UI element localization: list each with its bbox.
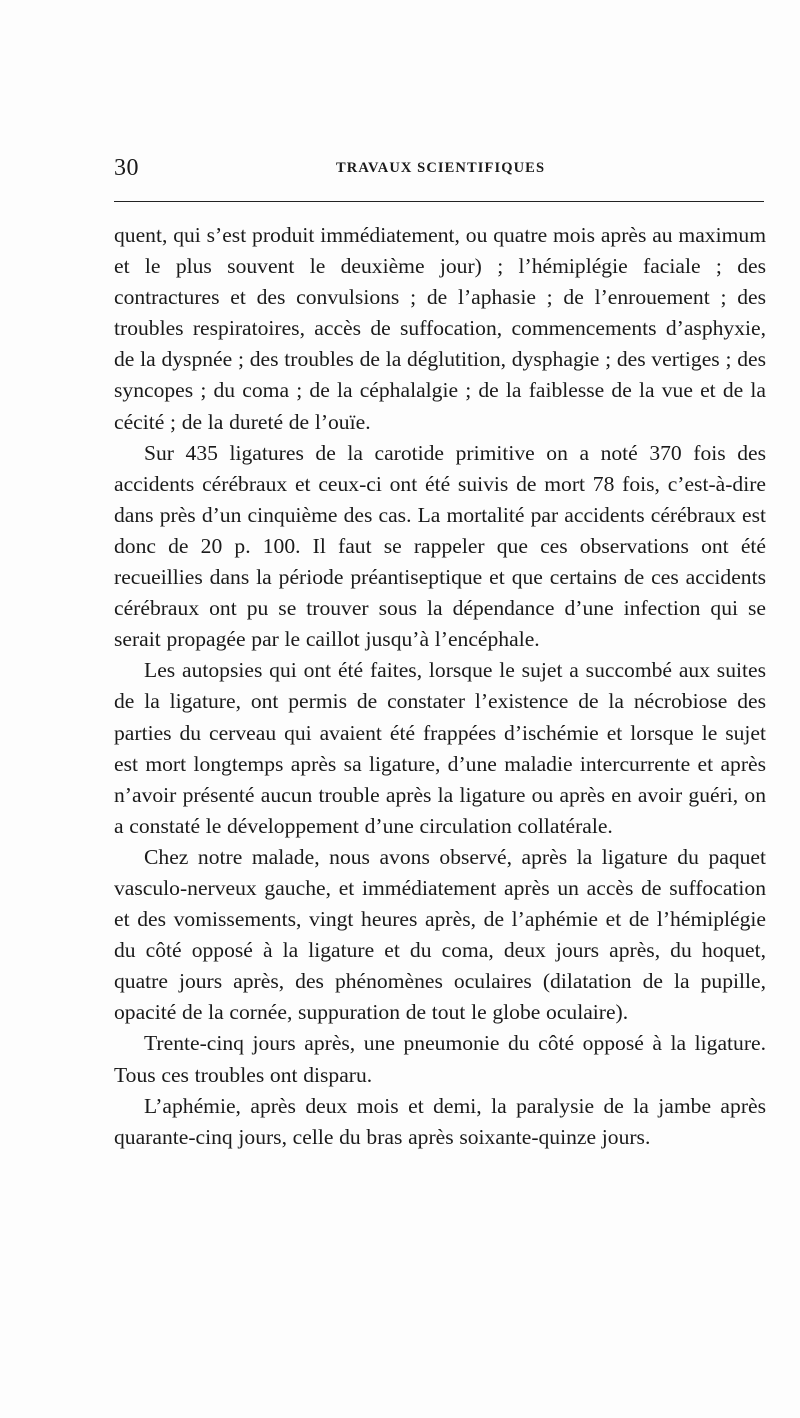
page-number: 30 [114,155,139,181]
running-title: TRAVAUX SCIENTIFIQUES [336,160,546,176]
paragraph-aphemia-recovery: L’aphémie, après deux mois et demi, la paralysie de la jambe après quarante-cinq jours, celle du bras après soixante-quinze jours. [114,1093,766,1149]
paragraph-continued: quent, qui s’est produit immédiatement, ou quatre mois après au maximum et le plus souvent le deuxième jour) ; l’hémiplégie faciale ; des contractures et des convulsions ; de l’aphasie ; de l’enrouement ; des troubles respiratoires, accès de suffocation, commencements d’asphyxie, de la dyspnée ; des troubles de la déglutition, dysphagie ; des vertiges ; des syncopes ; du coma ; de la céphalalgie ; de la faiblesse de la vue et de la cécité ; de la dureté de l’ouïe. [114,223,766,434]
paragraph-ligatures-statistics: Sur 435 ligatures de la carotide primitive on a noté 370 fois des accidents cérébraux et ceux-ci ont été suivis de mort 78 fois, c’est-à-dire dans près d’un cinquième des cas. La mortalité par accidents cérébraux est donc de 20 p. 100. Il faut se rappeler que ces observations ont été recueillies dans la période préantiseptique et que certains de ces accidents cérébraux ont pu se trouver sous la dépendance d’une infection qui se serait propagée par le caillot jusqu’à l’encéphale. [114,440,766,652]
paragraph-patient-observation: Chez notre malade, nous avons observé, après la ligature du paquet vasculo-nerveux gauche, et immédiatement après un accès de suffocation et des vomissements, vingt heures après, de l’aphémie et de l’hémiplégie du côté opposé à la ligature et du coma, deux jours après, du hoquet, quatre jours après, des phénomènes oculaires (dilatation de la pupille, opacité de la cornée, suppuration de tout le globe oculaire). [114,844,766,1025]
paragraph-pneumonia: Trente-cinq jours après, une pneumonie du côté opposé à la ligature. Tous ces troubles ont disparu. [114,1031,766,1087]
body-text [114,220,766,1153]
page-header [114,152,764,184]
paragraph-autopsies: Les autopsies qui ont été faites, lorsque le sujet a succombé aux suites de la ligature, ont permis de constater l’existence de la nécrobiose des parties du cerveau qui avaient été frappées d’ischémie et lorsque le sujet est mort longtemps après sa ligature, d’une maladie intercurrente et après n’avoir présenté aucun trouble après la ligature ou après en avoir guéri, on a constaté le développement d’une circulation collatérale. [114,658,766,838]
header-rule [114,201,764,202]
